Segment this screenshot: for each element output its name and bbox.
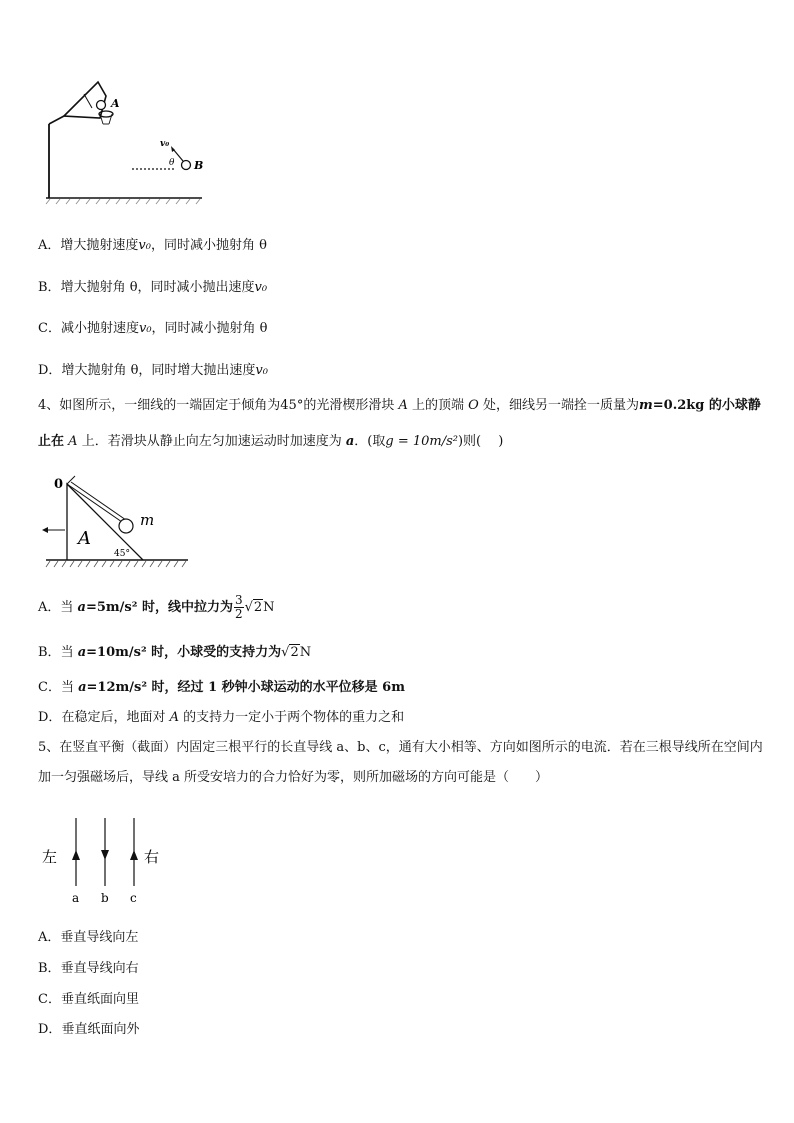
question-5-stem: 5、在竖直平衡（截面）内固定三根平行的长直导线 a、b、c，通有大小相等、方向如图所示的电流．若在三根导线所在空间内加一匀强磁场后，导线 a 所受安培力的合力恰好为零，则所加磁场的方向可能是（ ） (38, 740, 763, 785)
label-A-wedge: A (78, 528, 91, 549)
q3-option-d[interactable]: D．增大抛射角 θ，同时增大抛出速度v₀ (38, 363, 268, 378)
label-wire-b: b (101, 891, 109, 905)
q5-option-d[interactable]: D．垂直纸面向外 (38, 1022, 140, 1037)
label-left: 左 (42, 848, 58, 866)
wires-figure (38, 814, 173, 906)
label-O: 0 (54, 477, 64, 492)
label-45: 45° (114, 549, 130, 559)
label-wire-c: c (130, 891, 137, 905)
label-v0: v₀ (160, 139, 170, 149)
label-right: 右 (144, 848, 160, 866)
q3-option-c[interactable]: C．减小抛射速度v₀，同时减小抛射角 θ (38, 321, 268, 336)
label-wire-a: a (72, 891, 80, 905)
q5-option-c[interactable]: C．垂直纸面向里 (38, 992, 139, 1007)
q4-option-b[interactable]: B．当 a=10m/s² 时，小球受的支持力为√2N (38, 645, 312, 660)
q3-option-a[interactable]: A．增大抛射速度v₀，同时减小抛射角 θ (38, 238, 267, 253)
q4-option-c[interactable]: C．当 a=12m/s² 时，经过 1 秒钟小球运动的水平位移是 6m (38, 680, 405, 695)
wedge-figure (40, 474, 200, 576)
label-A: A (111, 97, 120, 110)
q3-option-b[interactable]: B．增大抛射角 θ，同时减小抛出速度v₀ (38, 280, 268, 295)
question-4-stem: 4、如图所示，一细线的一端固定于倾角为45°的光滑楔形滑块 A 上的顶端 O 处，细线另一端拴一质量为m=0.2kg 的小球静止在 A 上．若滑块从静止向左匀加速运动时加速度为 a．(取g = 10m/s²)则( ) (38, 398, 761, 449)
label-B: B (194, 159, 204, 172)
label-theta: θ (169, 158, 175, 168)
q5-option-a[interactable]: A．垂直导线向左 (38, 930, 139, 945)
label-m: m (140, 511, 155, 529)
q4-option-d[interactable]: D．在稳定后，地面对 A 的支持力一定小于两个物体的重力之和 (38, 710, 405, 725)
fraction: $\frac{3}{2}$ (234, 593, 243, 621)
q4-option-a[interactable]: A．当 a=5m/s² 时，线中拉力为 $\frac{3}{2}$ √2N (38, 593, 275, 621)
basketball-figure (40, 74, 215, 208)
q5-option-b[interactable]: B．垂直导线向右 (38, 961, 139, 976)
